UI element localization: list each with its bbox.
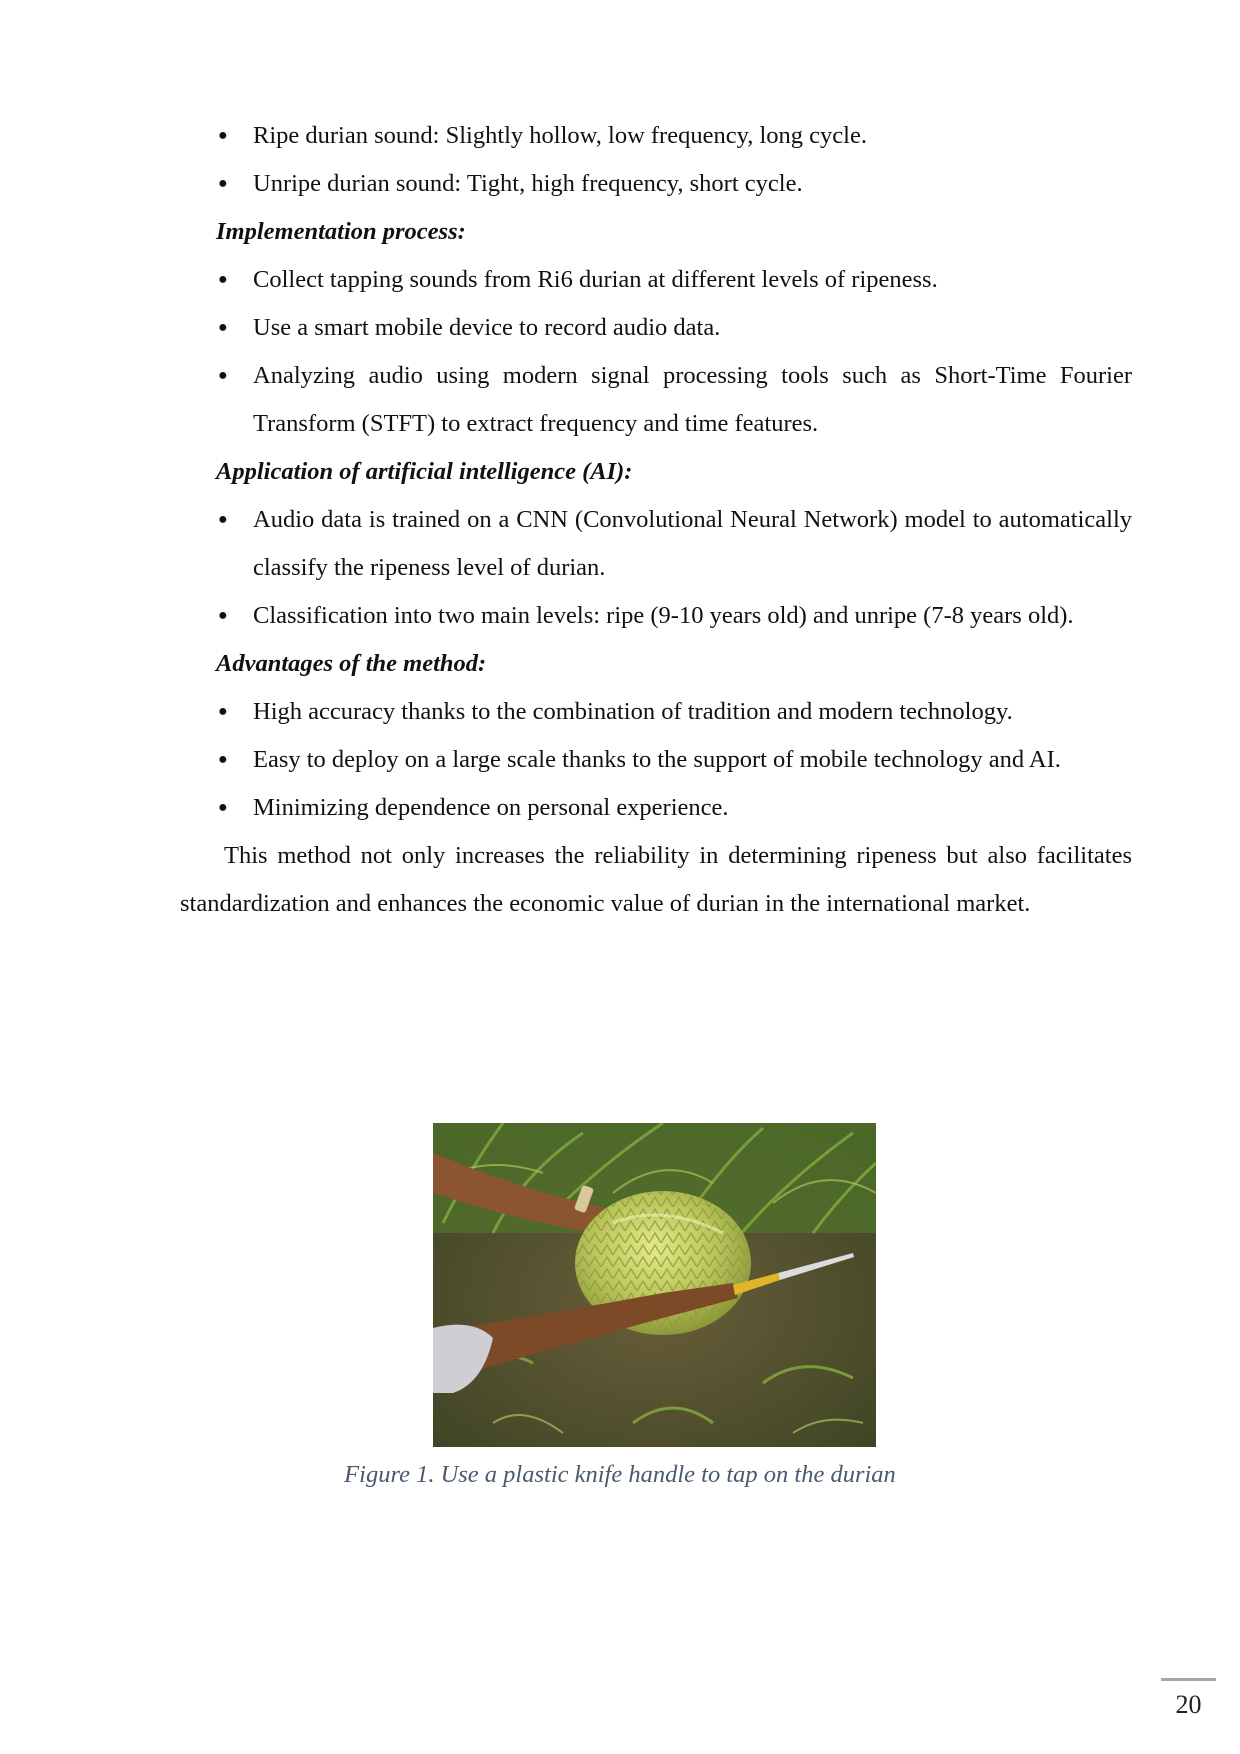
bullet-icon: ● <box>218 127 228 144</box>
bullet-icon: ● <box>218 271 228 288</box>
bullet-icon: ● <box>218 175 228 192</box>
list-item: ● Audio data is trained on a CNN (Convolutional Neural Network) model to automatically classify the ripeness level of durian. <box>180 496 1132 592</box>
section-heading-implementation: Implementation process: <box>216 218 466 245</box>
list-item: ● Collect tapping sounds from Ri6 durian at different levels of ripeness. <box>180 256 1132 304</box>
durian-tapping-illustration <box>433 1123 876 1447</box>
section-heading-advantages: Advantages of the method: <box>216 650 487 677</box>
page-number: 20 <box>1175 1690 1202 1719</box>
bullet-icon: ● <box>218 799 228 816</box>
bullet-icon: ● <box>218 751 228 768</box>
figure-caption: Figure 1. Use a plastic knife handle to tap on the durian <box>344 1461 896 1488</box>
list-item: ● Minimizing dependence on personal experience. <box>180 784 1132 832</box>
list-item: ● High accuracy thanks to the combination of tradition and modern technology. <box>180 688 1132 736</box>
section-heading-ai: Application of artificial intelligence (AI): <box>216 458 633 485</box>
bullet-icon: ● <box>218 703 228 720</box>
bullet-icon: ● <box>218 607 228 624</box>
list-item: ● Analyzing audio using modern signal processing tools such as Short-Time Fourier Transform (STFT) to extract frequency and time features. <box>180 352 1132 448</box>
document-body <box>180 112 1132 953</box>
list-item: ● Ripe durian sound: Slightly hollow, low frequency, long cycle. <box>180 112 1132 160</box>
body-paragraph: This method not only increases the reliability in determining ripeness but also facilitates standardization and enhances the economic value of durian in the international market. <box>180 842 1132 917</box>
page-number-rule <box>1161 1678 1216 1681</box>
bullet-icon: ● <box>218 319 228 336</box>
list-item: ● Use a smart mobile device to record audio data. <box>180 304 1132 352</box>
list-item: ● Classification into two main levels: ripe (9-10 years old) and unripe (7-8 years old). <box>180 592 1132 640</box>
list-item: ● Unripe durian sound: Tight, high frequency, short cycle. <box>180 160 1132 208</box>
durian-photo <box>433 1123 876 1447</box>
list-item: ● Easy to deploy on a large scale thanks to the support of mobile technology and AI. <box>180 736 1132 784</box>
bullet-icon: ● <box>218 511 228 528</box>
bullet-icon: ● <box>218 367 228 384</box>
